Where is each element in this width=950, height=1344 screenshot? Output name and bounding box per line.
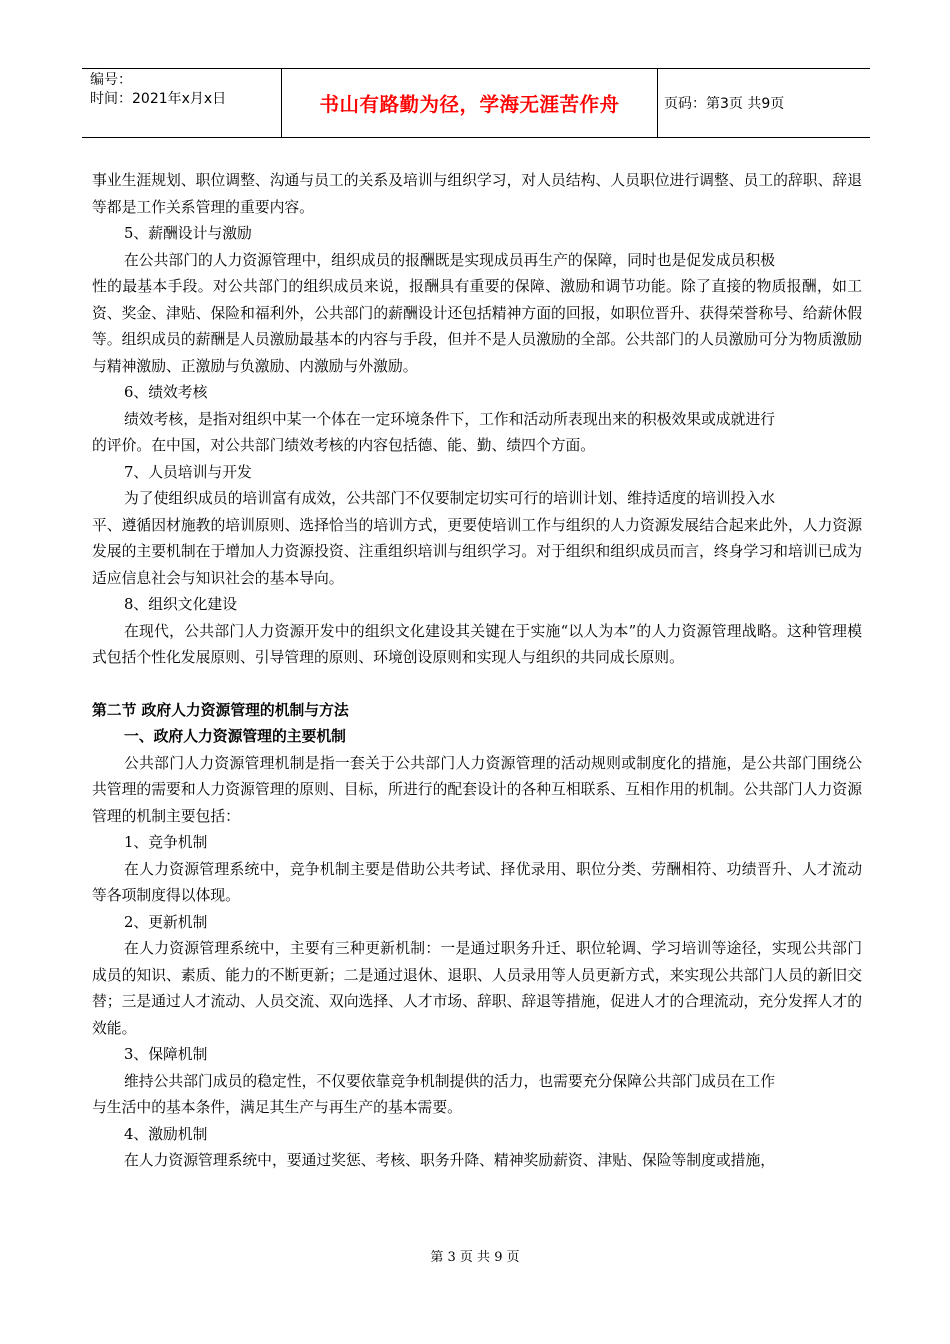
paragraph: 在现代，公共部门人力资源开发中的组织文化建设其关键在于实施“以人为本”的人力资源管理战略。这种管理模式包括个性化发展原则、引导管理的原则、环境创设原则和实现人与组织的共同成长原则。	[92, 622, 862, 666]
paragraph: 性的最基本手段。对公共部门的组织成员来说，报酬具有重要的保障、激励和调节功能。除了直接的物质报酬，如工资、奖金、津贴、保险和福利外，公共部门的薪酬设计还包括精神方面的回报，如职位晋升、获得荣誉称号、给薪休假等。组织成员的薪酬是人员激励最基本的内容与手段，但并不是人员激励的全部。公共部门的人员激励可分为物质激励与精神激励、正激励与负激励、内激励与外激励。	[92, 278, 862, 375]
document-number-label: 编号：	[90, 72, 132, 88]
paragraph: 在人力资源管理系统中，竞争机制主要是借助公共考试、择优录用、职位分类、劳酬相符、功绩晋升、人才流动等各项制度得以体现。	[92, 860, 862, 904]
header-meta	[82, 69, 282, 137]
paragraph: 在人力资源管理系统中，主要有三种更新机制：一是通过职务升迁、职位轮调、学习培训等途径，实现公共部门成员的知识、素质、能力的不断更新；二是通过退休、退职、人员录用等人员更新方式，来实现公共部门人员的新旧交替；三是通过人才流动、人员交流、双向选择、人才市场、辞职、辞退等措施，促进人才的合理流动，充分发挥人才的效能。	[92, 940, 862, 1037]
paragraph: 绩效考核，是指对组织中某一个体在一定环境条件下，工作和活动所表现出来的积极效果或成就进行	[124, 410, 776, 428]
paragraph: 维持公共部门成员的稳定性，不仅要依靠竞争机制提供的活力，也需要充分保障公共部门成员在工作	[124, 1072, 776, 1090]
document-date: 时间：2021年x月x日	[90, 91, 227, 107]
subsection-heading: 一、政府人力资源管理的主要机制	[124, 728, 346, 745]
paragraph: 4、激励机制	[124, 1125, 208, 1143]
paragraph: 平、遵循因材施教的培训原则、选择恰当的培训方式，更要使培训工作与组织的人力资源发展结合起来此外，人力资源发展的主要机制在于增加人力资源投资、注重组织培训与组织学习。对于组织和组织成员而言，终身学习和培训已成为适应信息社会与知识社会的基本导向。	[92, 516, 862, 587]
paragraph: 事业生涯规划、职位调整、沟通与员工的关系及培训与组织学习，对人员结构、人员职位进行调整、员工的辞职、辞退等都是工作关系管理的重要内容。	[92, 172, 862, 216]
paragraph: 为了使组织成员的培训富有成效，公共部门不仅要制定切实可行的培训计划、维持适度的培训投入水	[124, 490, 776, 507]
section-heading: 第二节 政府人力资源管理的机制与方法	[92, 701, 349, 719]
spacer	[92, 672, 862, 698]
paragraph: 公共部门人力资源管理机制是指一套关于公共部门人力资源管理的活动规则或制度化的措施，是公共部门围绕公共管理的需要和人力资源管理的原则、目标，所进行的配套设计的各种互相联系、互相作用的机制。公共部门人力资源管理的机制主要包括：	[92, 754, 862, 825]
paragraph: 2、更新机制	[124, 913, 208, 931]
paragraph: 的评价。在中国，对公共部门绩效考核的内容包括德、能、勤、绩四个方面。	[92, 437, 596, 454]
header-motto: 书山有路勤为径，学海无涯苦作舟	[282, 69, 658, 137]
paragraph: 6、绩效考核	[124, 384, 208, 401]
paragraph: 3、保障机制	[124, 1046, 208, 1063]
page-header	[82, 68, 870, 138]
page-footer: 第 3 页 共 9 页	[430, 1250, 520, 1265]
header-page-info: 页码：第3页 共9页	[664, 96, 785, 112]
paragraph: 1、竞争机制	[124, 834, 208, 851]
paragraph: 7、人员培训与开发	[124, 463, 252, 481]
paragraph: 与生活中的基本条件，满足其生产与再生产的基本需要。	[92, 1099, 462, 1116]
paragraph: 8、组织文化建设	[124, 596, 237, 613]
paragraph: 在公共部门的人力资源管理中，组织成员的报酬既是实现成员再生产的保障，同时也是促发成员积极	[124, 251, 776, 269]
document-body	[92, 168, 862, 1175]
paragraph: 在人力资源管理系统中，要通过奖惩、考核、职务升降、精神奖励薪资、津贴、保险等制度或措施，	[124, 1152, 776, 1169]
paragraph: 5、薪酬设计与激励	[124, 225, 252, 242]
